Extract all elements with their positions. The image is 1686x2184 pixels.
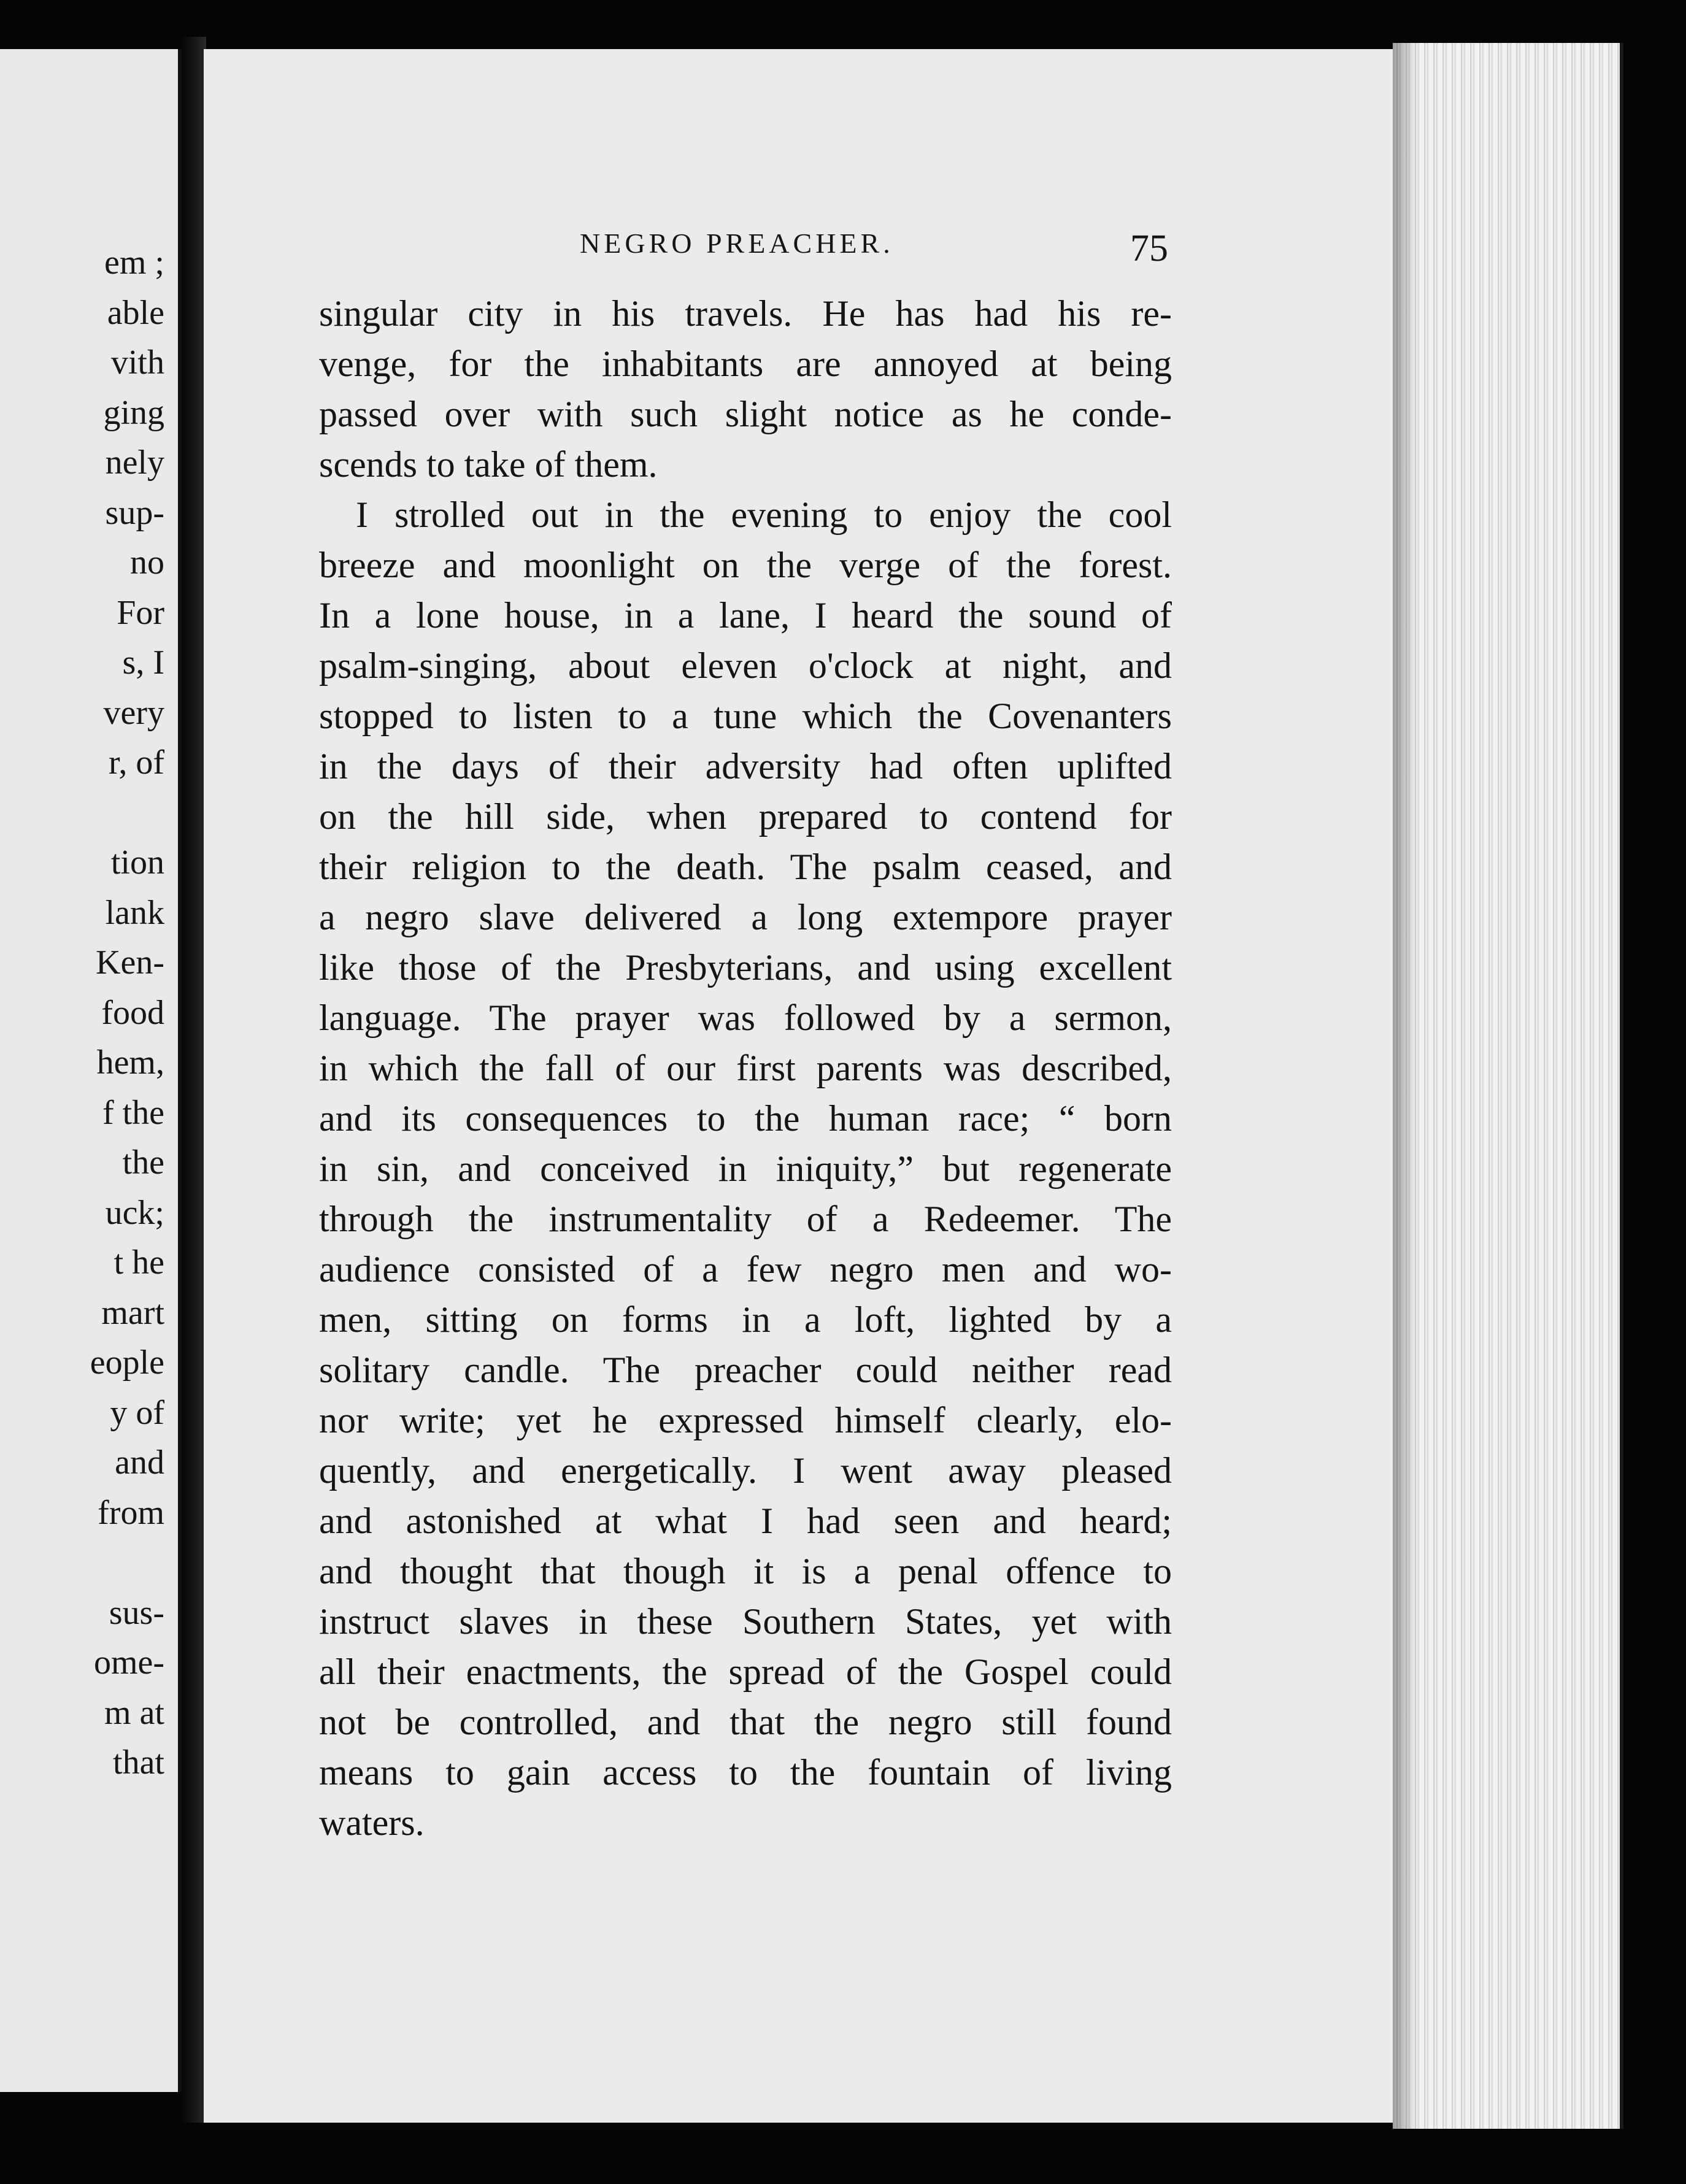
left-page-line: f the	[102, 1093, 164, 1132]
left-page-line: no	[130, 544, 164, 582]
text-line: I strolled out in the evening to enjoy the cool	[356, 494, 1172, 535]
text-line: psalm-singing, about eleven o'clock at night, and	[319, 645, 1172, 686]
paragraph	[319, 490, 1172, 1848]
text-line: solitary candle. The preacher could neither read	[319, 1350, 1172, 1390]
left-page-line: able	[107, 293, 164, 332]
left-page-line: uck;	[105, 1193, 164, 1232]
left-page-line: y of	[110, 1393, 164, 1432]
text-line: through the instrumentality of a Redeemer. The	[319, 1199, 1172, 1239]
text-line: means to gain access to the fountain of living	[319, 1752, 1172, 1793]
left-page-line: em ;	[104, 244, 164, 282]
left-page-line: food	[101, 993, 164, 1032]
text-line: and thought that though it is a penal offence to	[319, 1551, 1172, 1591]
left-page-line: lank	[105, 893, 164, 932]
left-page-line: m at	[104, 1693, 164, 1732]
left-page-line: very	[103, 693, 164, 732]
text-line: audience consisted of a few negro men and wo-	[319, 1249, 1172, 1290]
left-page-line: mart	[101, 1293, 164, 1332]
text-line: in which the fall of our first parents was described,	[319, 1048, 1172, 1088]
left-page-line: sus-	[109, 1593, 164, 1632]
left-page-line: hem,	[96, 1044, 164, 1082]
page-fore-edge-shadow	[1393, 43, 1417, 2129]
text-line: on the hill side, when prepared to contend for	[319, 796, 1172, 837]
text-line: In a lone house, in a lane, I heard the sound of	[319, 595, 1172, 636]
left-page-line: vith	[110, 344, 164, 382]
text-line: in the days of their adversity had often uplifted	[319, 746, 1172, 786]
left-page-line: Ken-	[96, 944, 164, 982]
text-line: passed over with such slight notice as he conde-	[319, 394, 1172, 434]
text-line: like those of the Presbyterians, and using excellent	[319, 947, 1172, 988]
body-text	[319, 288, 1172, 1848]
text-line: and astonished at what I had seen and heard;	[319, 1501, 1172, 1541]
page-fore-edge	[1393, 43, 1623, 2129]
text-line: venge, for the inhabitants are annoyed at being	[319, 344, 1172, 384]
left-page-line: nely	[105, 444, 164, 482]
text-line: breeze and moonlight on the verge of the forest.	[319, 545, 1172, 585]
text-line: in sin, and conceived in iniquity,” but regenerate	[319, 1148, 1172, 1189]
text-line: a negro slave delivered a long extempore prayer	[319, 897, 1172, 937]
left-page-line: from	[98, 1493, 164, 1532]
text-line: language. The prayer was followed by a sermon,	[319, 998, 1172, 1038]
text-line: stopped to listen to a tune which the Covenanters	[319, 696, 1172, 736]
text-line: singular city in his travels. He has had his re-	[319, 293, 1172, 334]
left-page-line: tion	[110, 844, 164, 882]
text-line: nor write; yet he expressed himself clearly, elo-	[319, 1400, 1172, 1440]
running-head: NEGRO PREACHER.	[580, 228, 894, 259]
left-page-line: that	[113, 1744, 164, 1782]
paragraph	[319, 288, 1172, 490]
left-page-line: the	[122, 1144, 164, 1182]
left-page-line: s, I	[122, 644, 164, 682]
text-line: men, sitting on forms in a loft, lighted by a	[319, 1299, 1172, 1340]
left-page-line: For	[117, 593, 164, 632]
text-line: scends to take of them.	[319, 444, 658, 485]
text-line: not be controlled, and that the negro still found	[319, 1702, 1172, 1742]
text-line: their religion to the death. The psalm ceased, and	[319, 847, 1172, 887]
text-line: instruct slaves in these Southern States, yet with	[319, 1601, 1172, 1642]
left-page-line: r, of	[108, 744, 164, 782]
text-line: waters.	[319, 1802, 425, 1843]
left-page-line: sup-	[105, 493, 164, 532]
page-number: 75	[1130, 228, 1168, 269]
left-page-line: ging	[103, 393, 164, 432]
text-line: all their enactments, the spread of the Gospel could	[319, 1651, 1172, 1692]
left-facing-page	[0, 49, 182, 2092]
text-line: and its consequences to the human race; “ born	[319, 1098, 1172, 1139]
left-page-line: and	[115, 1444, 164, 1482]
left-page-line: t he	[114, 1244, 164, 1282]
text-line: quently, and energetically. I went away pleased	[319, 1450, 1172, 1491]
left-page-line: eople	[90, 1344, 164, 1382]
left-page-line: ome-	[93, 1644, 164, 1682]
